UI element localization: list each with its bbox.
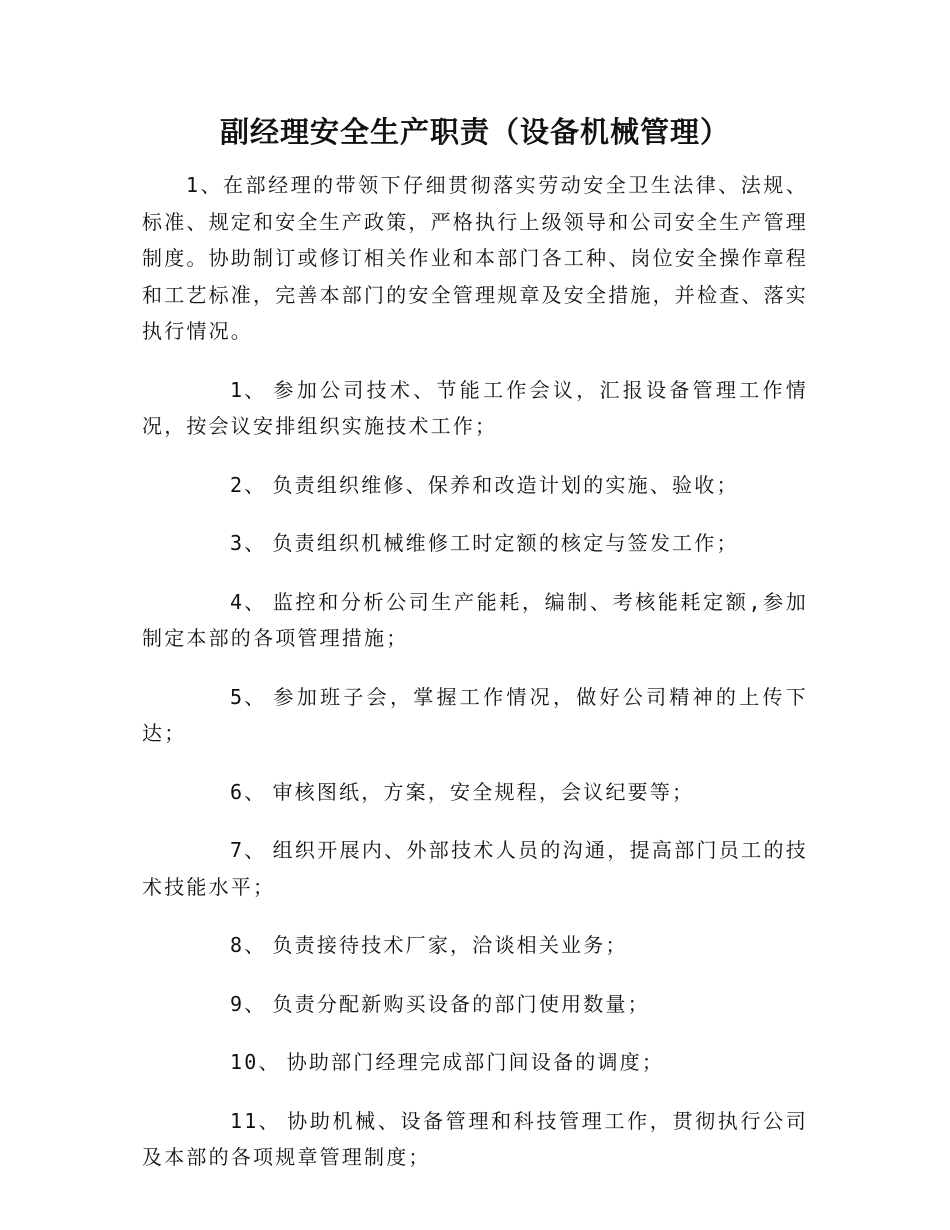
- list-item: [142, 525, 808, 562]
- item-text: 负责分配新购买设备的部门使用数量；: [272, 991, 650, 1016]
- item-text: 审核图纸，方案，安全规程，会议纪要等；: [272, 779, 695, 804]
- item-number: 1、: [230, 377, 267, 402]
- item-text: 协助部门经理完成部门间设备的调度；: [286, 1050, 665, 1074]
- list-item: [142, 1103, 808, 1176]
- item-text: 负责组织维修、保养和改造计划的实施、验收；: [272, 472, 739, 497]
- item-number: 8、: [230, 933, 267, 957]
- list-item: [142, 372, 808, 445]
- item-number: 3、: [230, 531, 267, 555]
- item-number: 6、: [230, 779, 267, 804]
- document-body: [142, 167, 808, 1198]
- item-number: 4、: [230, 589, 267, 614]
- item-text: 参加班子会，掌握工作情况，做好公司精神的上传下达；: [142, 684, 808, 745]
- item-text: 负责组织机械维修工时定额的核定与签发工作；: [272, 531, 739, 555]
- list-item: [142, 584, 808, 657]
- item-text: 协助机械、设备管理和科技管理工作，贯彻执行公司及本部的各项规章管理制度；: [142, 1108, 808, 1169]
- list-item: [142, 679, 808, 752]
- item-number: 7、: [230, 838, 267, 862]
- item-number: 10、: [230, 1050, 281, 1074]
- list-item: [142, 1044, 808, 1081]
- item-number: 5、: [230, 684, 267, 709]
- item-number: 11、: [230, 1108, 281, 1133]
- item-text: 监控和分析公司生产能耗，编制、考核能耗定额,参加制定本部的各项管理措施；: [142, 589, 808, 650]
- document-title: 副经理安全生产职责（设备机械管理）: [219, 115, 730, 149]
- list-item: [142, 467, 808, 504]
- list-item: [142, 832, 808, 905]
- list-item: [142, 774, 808, 811]
- item-number: 2、: [230, 472, 267, 497]
- item-number: 9、: [230, 991, 267, 1016]
- list-item: [142, 927, 808, 964]
- item-text: 参加公司技术、节能工作会议，汇报设备管理工作情况，按会议安排组织实施技术工作；: [142, 377, 808, 438]
- list-item: [142, 986, 808, 1023]
- item-text: 负责接待技术厂家，洽谈相关业务；: [272, 933, 628, 957]
- item-text: 组织开展内、外部技术人员的沟通，提高部门员工的技术技能水平；: [142, 838, 808, 899]
- intro-paragraph: 1、在部经理的带领下仔细贯彻落实劳动安全卫生法律、法规、标准、规定和安全生产政策，严格执行上级领导和公司安全生产管理制度。协助制订或修订相关作业和本部门各工种、岗位安全操作章程和工艺标准，完善本部门的安全管理规章及安全措施，并检查、落实执行情况。: [142, 173, 808, 343]
